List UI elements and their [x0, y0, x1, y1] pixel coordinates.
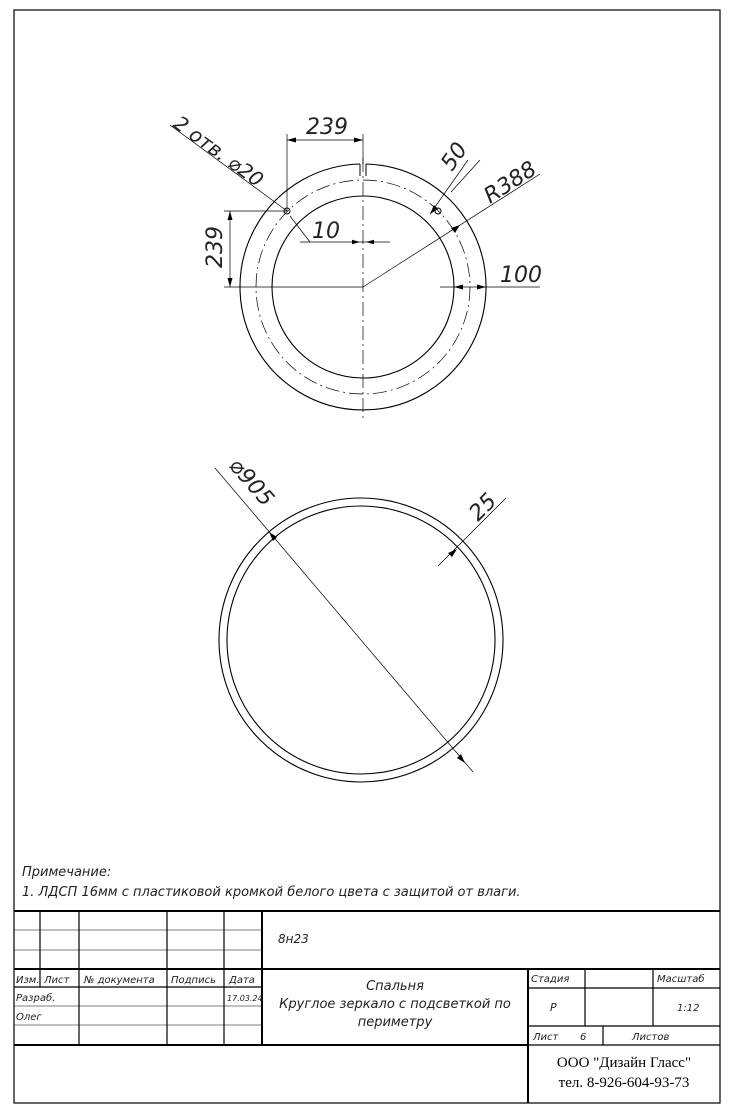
sheet-label: Лист [533, 1032, 559, 1043]
dim-25: 25 [464, 488, 503, 527]
bottom-view [215, 468, 506, 782]
drawing-frame [14, 10, 720, 1103]
razrab-label: Разраб. [16, 993, 56, 1004]
note-line-1: 1. ЛДСП 16мм с пластиковой кромкой белого цвета с защитой от влаги. [22, 885, 521, 900]
stage-value: Р [550, 1001, 557, 1014]
header-list: Лист [44, 975, 70, 986]
dim-239-vertical: 239 [203, 226, 228, 268]
sheets-label: Листов [632, 1032, 670, 1043]
header-signature: Подпись [171, 975, 216, 986]
author-name: Олег [16, 1012, 42, 1023]
dim-239-horizontal: 239 [306, 115, 348, 140]
date-value: 17.03.24 [227, 994, 263, 1003]
sheet-value: 6 [580, 1032, 587, 1043]
holes-label: 2 отв. ⌀20 [169, 110, 269, 192]
dim-diameter-905: ⌀905 [223, 453, 279, 512]
diameter-line [215, 468, 473, 772]
title-line-1: Спальня [366, 979, 424, 994]
dim-10: 10 [312, 219, 340, 244]
header-doc-no: № документа [84, 975, 155, 986]
scale-value: 1:12 [677, 1003, 700, 1014]
stage-label: Стадия [531, 974, 570, 985]
dim-r388: R388 [479, 156, 542, 210]
header-date: Дата [229, 975, 255, 986]
dim-50: 50 [436, 138, 473, 176]
drawing-code: 8н23 [278, 932, 309, 946]
title-line-3: периметру [357, 1015, 433, 1030]
dim-100: 100 [500, 263, 542, 288]
company-phone: тел. 8-926-604-93-73 [558, 1075, 690, 1091]
note-title: Примечание: [22, 865, 112, 880]
header-izm: Изм. [16, 975, 40, 986]
scale-label: Масштаб [657, 974, 705, 985]
title-line-2: Круглое зеркало с подсветкой по [279, 997, 511, 1012]
company-name: ООО "Дизайн Гласс" [556, 1055, 692, 1071]
